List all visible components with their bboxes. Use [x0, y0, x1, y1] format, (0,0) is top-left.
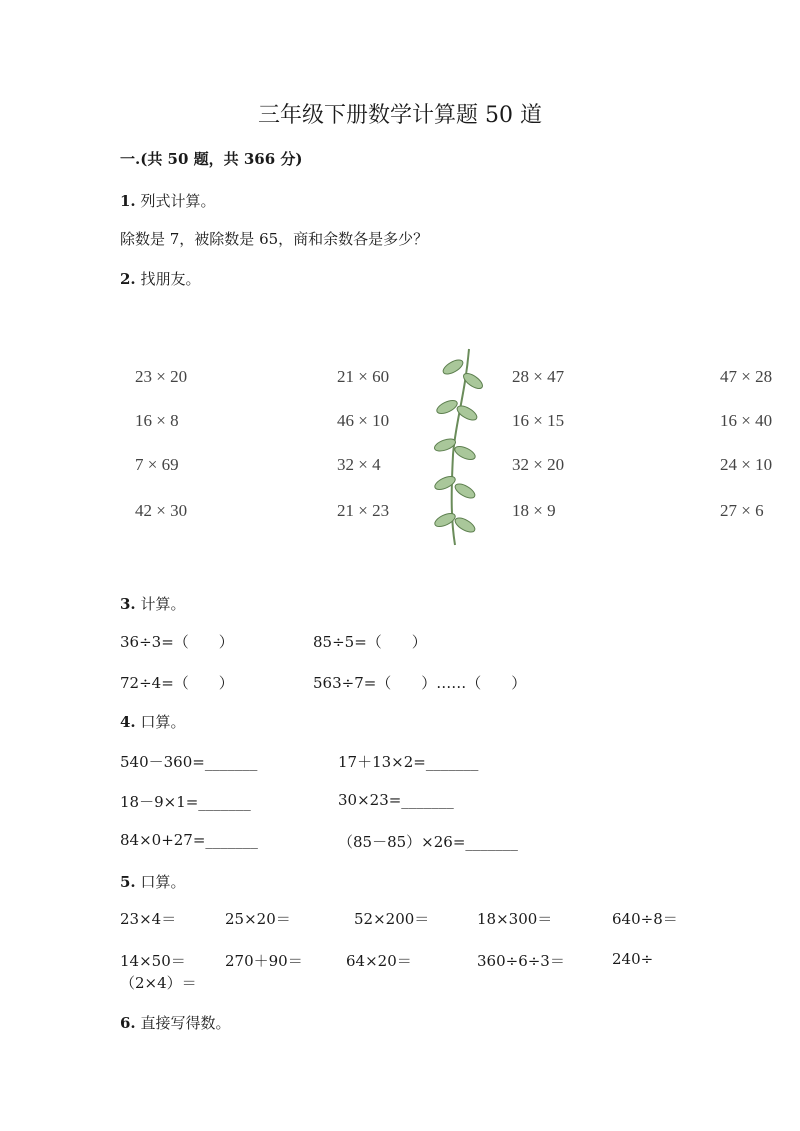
calc-item: 563÷7=（ ）……（ ） — [313, 674, 527, 692]
expression: 7 × 69 — [135, 455, 179, 474]
calc-item: 25×20＝ — [225, 910, 291, 928]
question-label: 口算。 — [140, 713, 186, 731]
calc-item: 640÷8＝ — [612, 910, 678, 928]
calc-item: 540－360=_______ — [120, 753, 258, 771]
question-number: 6. — [120, 1014, 136, 1032]
question-3 — [120, 593, 185, 614]
question-6 — [120, 1012, 230, 1033]
calc-item: 64×20＝ — [346, 952, 412, 970]
question-label: 口算。 — [140, 873, 186, 891]
question-5 — [120, 871, 185, 892]
calc-item: 18－9×1=_______ — [120, 793, 251, 811]
expression: 32 × 4 — [337, 455, 381, 474]
question-2 — [120, 268, 200, 289]
expression: 18 × 9 — [512, 501, 556, 520]
expression: 16 × 8 — [135, 411, 179, 430]
page-title: 三年级下册数学计算题 50 道 — [258, 103, 542, 128]
calc-item: 270＋90＝ — [225, 952, 303, 970]
expression: 21 × 23 — [337, 501, 390, 520]
question-number: 1. — [120, 192, 136, 210]
calc-item: 72÷4=（ ） — [120, 674, 234, 692]
calc-item: 360÷6÷3＝ — [477, 952, 565, 970]
expression: 46 × 10 — [337, 411, 390, 430]
calc-item: （85－85）×26=_______ — [338, 833, 518, 851]
vine-illustration — [425, 345, 485, 550]
calc-item: 23×4＝ — [120, 910, 177, 928]
question-label: 直接写得数。 — [140, 1014, 231, 1032]
section-header: 一.(共 50 题，共 366 分) — [120, 150, 303, 168]
expression: 16 × 15 — [512, 411, 565, 430]
question-1 — [120, 190, 215, 211]
calc-item-continued: （2×4）＝ — [120, 974, 197, 992]
question-label: 列式计算。 — [140, 192, 216, 210]
calc-item: 84×0+27=_______ — [120, 831, 258, 849]
question-number: 5. — [120, 873, 136, 891]
expression: 24 × 10 — [720, 455, 773, 474]
question-number: 2. — [120, 270, 136, 288]
calc-item: 18×300＝ — [477, 910, 553, 928]
expression: 47 × 28 — [720, 367, 773, 386]
calc-item: 85÷5=（ ） — [313, 633, 427, 651]
question-number: 3. — [120, 595, 136, 613]
calc-item: 36÷3=（ ） — [120, 633, 234, 651]
question-label: 计算。 — [140, 595, 186, 613]
expression: 23 × 20 — [135, 367, 188, 386]
question-label: 找朋友。 — [140, 270, 201, 288]
calc-item: 240÷ — [612, 950, 654, 968]
expression: 32 × 20 — [512, 455, 565, 474]
question-number: 4. — [120, 713, 136, 731]
calc-item: 52×200＝ — [354, 910, 430, 928]
calc-item: 14×50＝ — [120, 952, 186, 970]
expression: 27 × 6 — [720, 501, 764, 520]
expression: 21 × 60 — [337, 367, 390, 386]
question-1-text: 除数是 7，被除数是 65，商和余数各是多少？ — [120, 230, 429, 248]
expression: 42 × 30 — [135, 501, 188, 520]
expression: 16 × 40 — [720, 411, 773, 430]
calc-item: 30×23=_______ — [338, 791, 454, 809]
question-4 — [120, 711, 185, 732]
expression: 28 × 47 — [512, 367, 565, 386]
calc-item: 17＋13×2=_______ — [338, 753, 479, 771]
